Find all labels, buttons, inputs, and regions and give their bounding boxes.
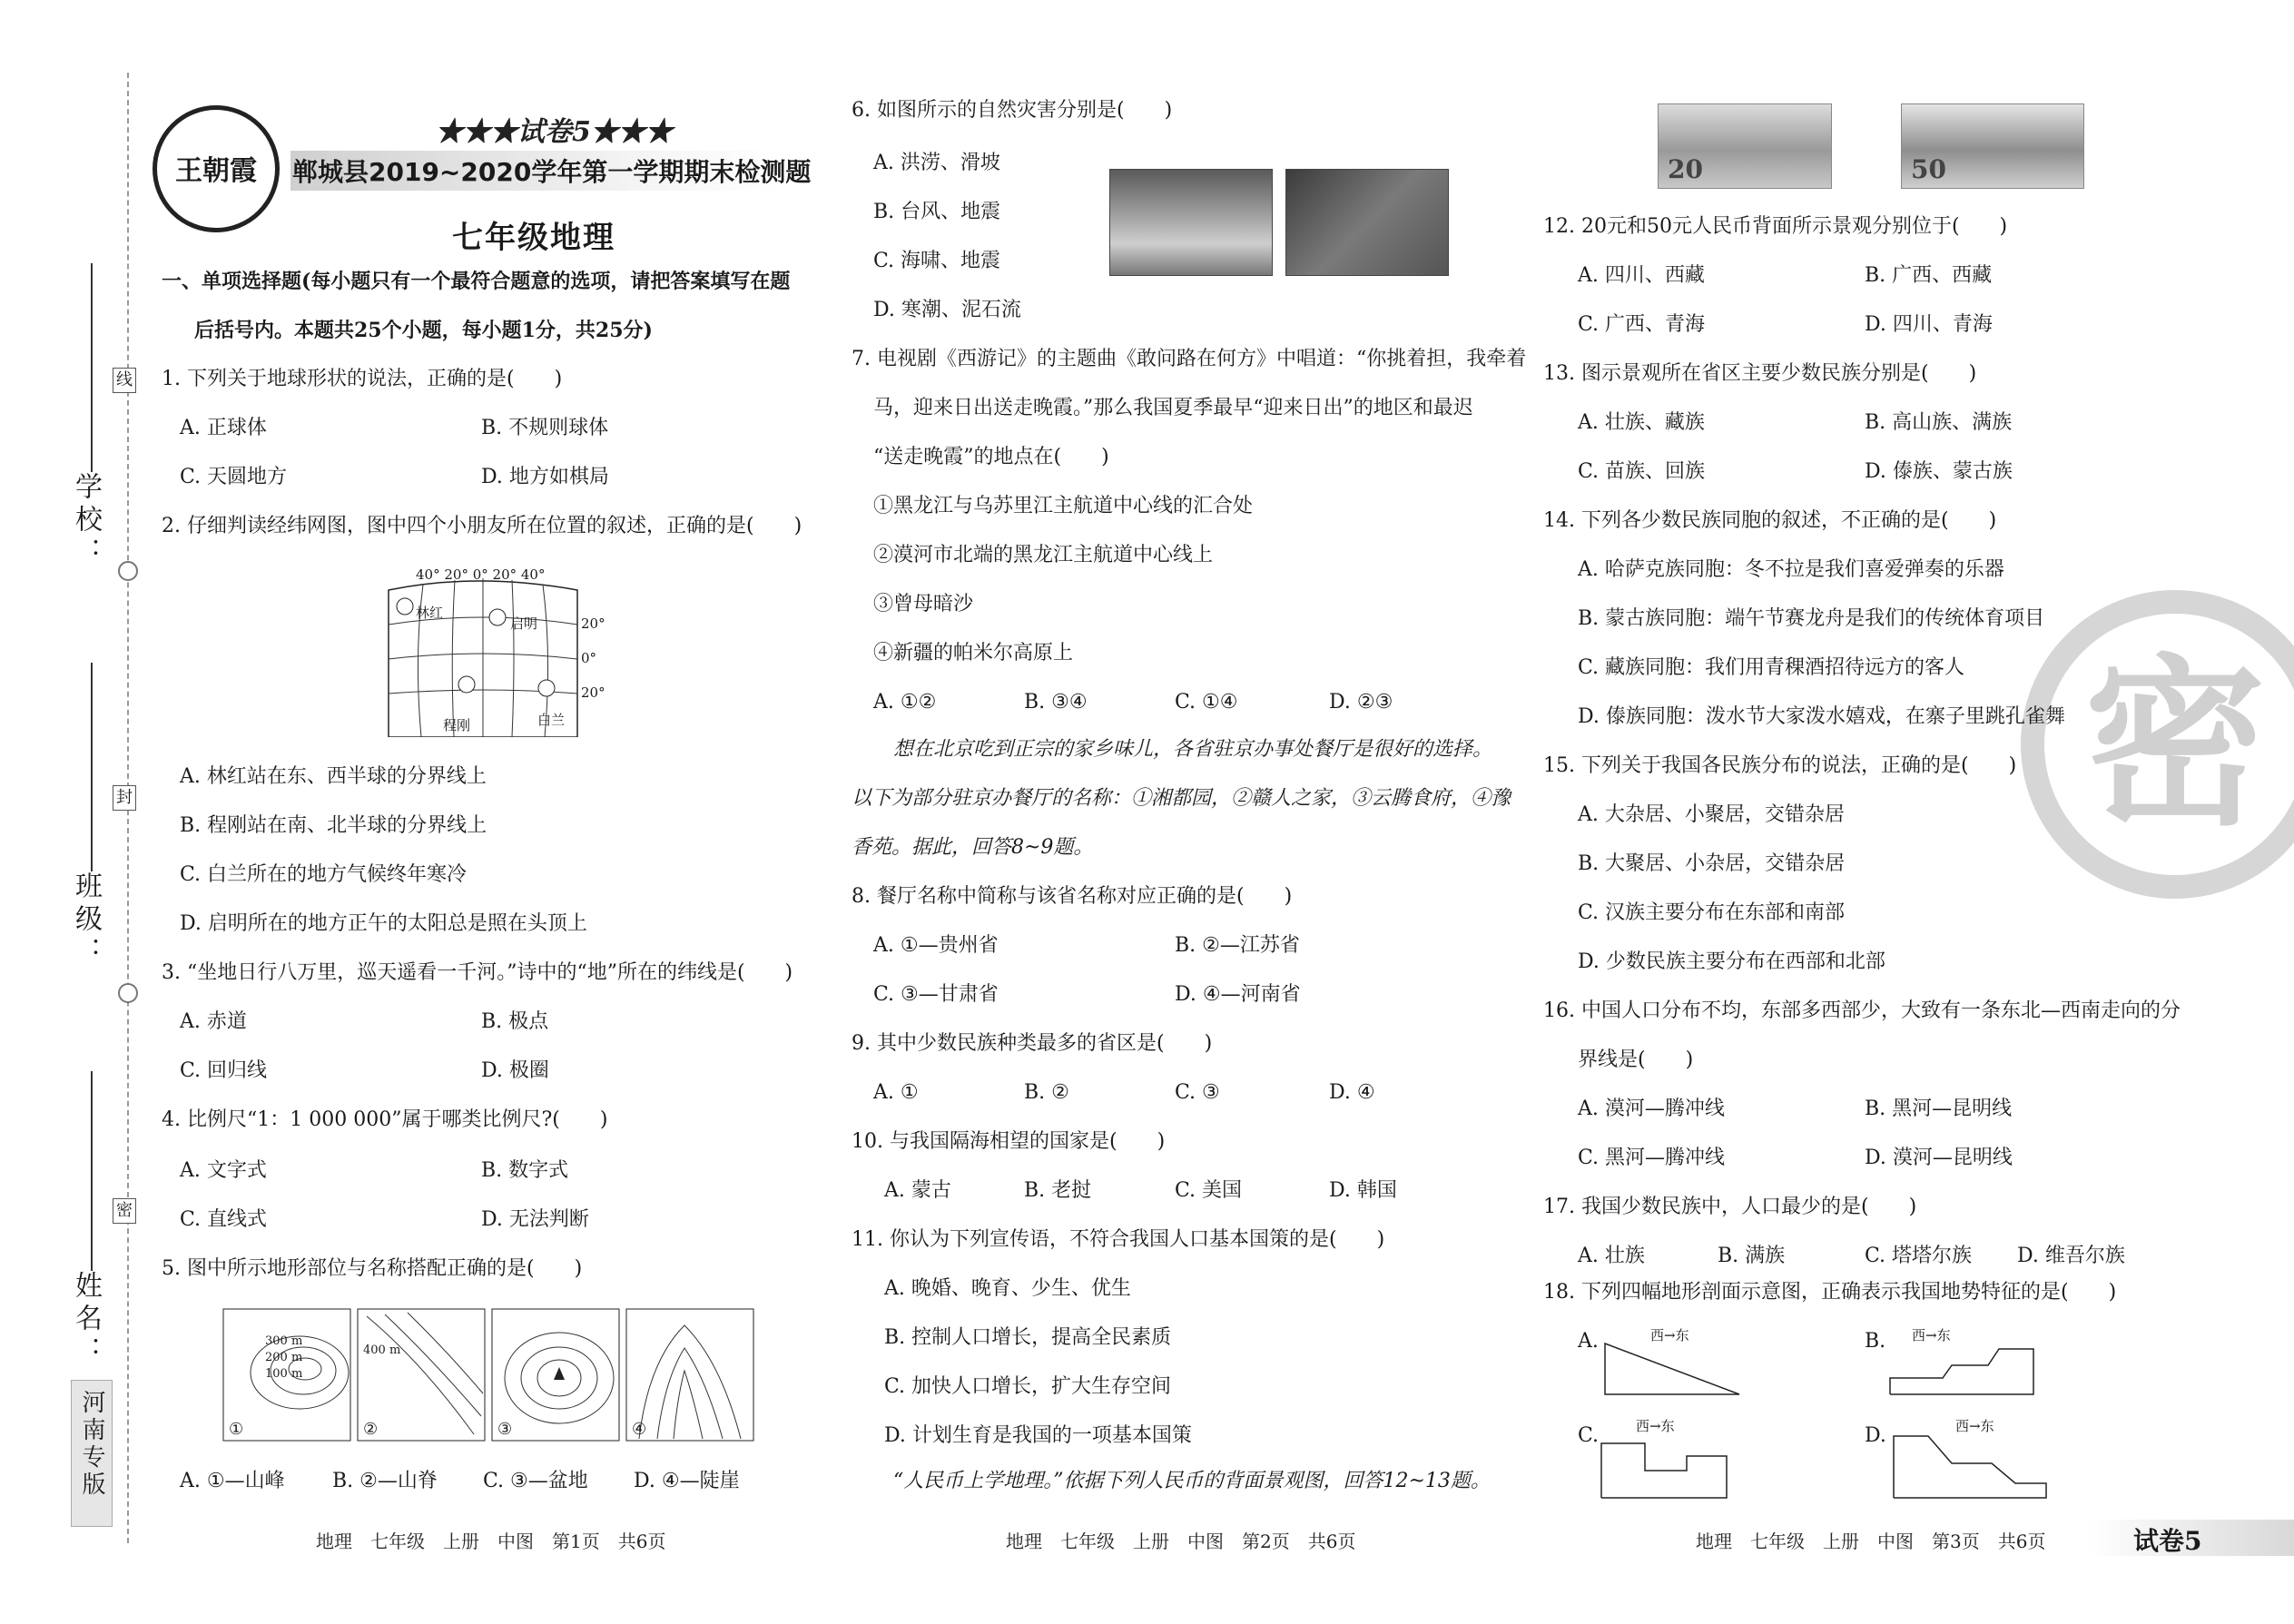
q8-option-d[interactable]: D. ④—河南省 (1175, 983, 1301, 1006)
q5-contour-maps (222, 1307, 766, 1443)
q18-profile-b (1888, 1325, 2043, 1396)
school-blank[interactable] (91, 263, 93, 472)
map-top-labels: 40° 20° 0° 20° 40° (416, 566, 546, 583)
q7-item-3: ③曾母暗沙 (873, 593, 974, 615)
q1-stem: 1. 下列关于地球形状的说法，正确的是( ) (162, 368, 563, 390)
q18-option-d[interactable]: D. (1865, 1424, 1886, 1447)
q7-stem-cont: 马，迎来日出送走晚霞。”那么我国夏季最早“迎来日出”的地区和最迟 (873, 397, 1473, 419)
q9-option-a[interactable]: A. ① (873, 1081, 919, 1104)
q15-option-d[interactable]: D. 少数民族主要分布在西部和北部 (1578, 950, 1885, 973)
region-badge-text: 河南专版 (78, 1390, 105, 1499)
q16-stem: 16. 中国人口分布不均，东部多西部少，大致有一条东北—西南走向的分 (1543, 999, 2181, 1022)
q2-option-c[interactable]: C. 白兰所在的地方气候终年寒冷 (180, 863, 468, 886)
q9-stem: 9. 其中少数民族种类最多的省区是( ) (852, 1032, 1213, 1055)
q11-option-b[interactable]: B. 控制人口增长，提高全民素质 (884, 1326, 1172, 1349)
page1-footer: 地理 七年级 上册 中图 第1页 共6页 (316, 1530, 666, 1552)
name-blank[interactable] (91, 1071, 93, 1271)
q7-stem: 7. 电视剧《西游记》的主题曲《敢问路在何方》中唱道：“你挑着担，我牵着 (852, 348, 1527, 370)
seal-line-char: 线 (113, 368, 136, 393)
q14-stem: 14. 下列各少数民族同胞的叙述，不正确的是( ) (1543, 509, 1997, 532)
q13-option-c[interactable]: C. 苗族、回族 (1578, 460, 1706, 483)
q18-option-b[interactable]: B. (1865, 1330, 1886, 1353)
paper-tag-corner-text: 试卷5 (2133, 1526, 2202, 1556)
kid-linhong: 林红 (416, 605, 444, 621)
q5-option-d[interactable]: D. ④—陡崖 (634, 1470, 740, 1492)
q13-option-a[interactable]: A. 壮族、藏族 (1578, 411, 1705, 434)
q8-option-b[interactable]: B. ②—江苏省 (1175, 934, 1300, 957)
q15-option-b[interactable]: B. 大聚居、小杂居，交错杂居 (1578, 852, 1846, 875)
exam-title: 郸城县2019~2020学年第一学期期末检测题 (292, 157, 812, 187)
profile-d-svg (1892, 1416, 2055, 1500)
q2-stem: 2. 仔细判读经纬网图，图中四个小朋友所在位置的叙述，正确的是( ) (162, 515, 802, 537)
q2-option-a[interactable]: A. 林红站在东、西半球的分界线上 (180, 765, 487, 788)
q4-option-d[interactable]: D. 无法判断 (481, 1208, 589, 1231)
binding-hole-icon (118, 561, 138, 581)
west-east-label: 西→东 (1912, 1327, 1951, 1343)
q10-option-d[interactable]: D. 韩国 (1329, 1179, 1397, 1202)
flood-photo (1109, 169, 1273, 276)
q4-option-a[interactable]: A. 文字式 (180, 1159, 267, 1182)
q17-option-a[interactable]: A. 壮族 (1578, 1245, 1645, 1267)
west-east-label: 西→东 (1955, 1418, 1994, 1434)
q18-option-c[interactable]: C. (1578, 1424, 1600, 1447)
contour-label-100: 100 m (265, 1367, 303, 1381)
q10-option-b[interactable]: B. 老挝 (1024, 1179, 1092, 1202)
q7-option-d[interactable]: D. ②③ (1329, 691, 1393, 714)
q4-stem: 4. 比例尺“1：1 000 000”属于哪类比例尺?( ) (162, 1108, 608, 1131)
q13-option-d[interactable]: D. 傣族、蒙古族 (1865, 460, 2013, 483)
section1-title: 一、单项选择题(每小题只有一个最符合题意的选项，请把答案填写在题 (162, 270, 791, 293)
banknote-20-value: 20 (1668, 154, 1703, 184)
page2-footer: 地理 七年级 上册 中图 第2页 共6页 (1006, 1530, 1356, 1552)
q16-option-b[interactable]: B. 黑河—昆明线 (1865, 1097, 2013, 1120)
q1-option-a[interactable]: A. 正球体 (180, 417, 267, 439)
q3-option-d[interactable]: D. 极圈 (481, 1059, 549, 1082)
seal-seal-char: 封 (113, 785, 136, 811)
q9-option-c[interactable]: C. ③ (1175, 1081, 1220, 1104)
q16-option-a[interactable]: A. 漠河—腾冲线 (1578, 1097, 1725, 1120)
q11-stem: 11. 你认为下列宣传语，不符合我国人口基本国策的是( ) (852, 1228, 1385, 1251)
banknote-20 (1658, 103, 1832, 189)
q18-profile-c (1600, 1416, 1754, 1500)
q11-option-a[interactable]: A. 晚婚、晚育、少生、优生 (884, 1277, 1131, 1300)
contour-label-400: 400 m (363, 1343, 401, 1357)
q4-option-b[interactable]: B. 数字式 (481, 1159, 569, 1182)
q1-option-b[interactable]: B. 不规则球体 (481, 417, 609, 439)
kid-qiming: 启明 (510, 615, 538, 632)
subject-title: 七年级地理 (452, 220, 615, 256)
q2-grid-map (387, 565, 605, 737)
q6-option-d[interactable]: D. 寒潮、泥石流 (873, 299, 1021, 321)
q11-option-c[interactable]: C. 加快人口增长，扩大生存空间 (884, 1375, 1172, 1398)
kid-chenggang: 程刚 (443, 717, 471, 733)
q16-option-d[interactable]: D. 漠河—昆明线 (1865, 1147, 2013, 1169)
q3-option-b[interactable]: B. 极点 (481, 1010, 549, 1033)
section1-title-cont: 后括号内。本题共25个小题，每小题1分，共25分) (194, 319, 653, 342)
seal-secret-char: 密 (113, 1198, 136, 1224)
q6-option-a[interactable]: A. 洪涝、滑坡 (873, 152, 1000, 174)
q16-option-c[interactable]: C. 黑河—腾冲线 (1578, 1147, 1726, 1169)
binding-hole-icon (118, 983, 138, 1003)
q12-stem: 12. 20元和50元人民币背面所示景观分别位于( ) (1543, 215, 2008, 238)
q7-option-a[interactable]: A. ①② (873, 691, 937, 714)
q7-item-4: ④新疆的帕米尔高原上 (873, 642, 1074, 664)
landslide-photo (1285, 169, 1449, 276)
profile-a-svg (1603, 1325, 1748, 1396)
contour-label-200: 200 m (265, 1351, 303, 1364)
intro-8-9-end: 香苑。据此，回答8~9题。 (852, 836, 1094, 859)
q9-option-b[interactable]: B. ② (1024, 1081, 1069, 1104)
q8-option-c[interactable]: C. ③—甘肃省 (873, 983, 999, 1006)
profile-b-svg (1888, 1325, 2043, 1396)
q13-option-b[interactable]: B. 高山族、满族 (1865, 411, 2013, 434)
q10-option-c[interactable]: C. 美国 (1175, 1179, 1243, 1202)
q14-option-a[interactable]: A. 哈萨克族同胞：冬不拉是我们喜爱弹奏的乐器 (1578, 558, 2004, 581)
contour-map-2-num: ② (363, 1420, 379, 1439)
q9-option-d[interactable]: D. ④ (1329, 1081, 1375, 1104)
q15-option-c[interactable]: C. 汉族主要分布在东部和南部 (1578, 901, 1846, 924)
school-label: 学校： (70, 472, 102, 570)
intro-8-9-cont: 以下为部分驻京办餐厅的名称：①湘都园，②赣人之家，③云腾食府，④豫 (852, 787, 1511, 810)
q15-stem: 15. 下列关于我国各民族分布的说法，正确的是( ) (1543, 754, 2017, 777)
q12-option-c[interactable]: C. 广西、青海 (1578, 313, 1706, 336)
lat-20n-label: 20° (581, 615, 605, 632)
q5-stem: 5. 图中所示地形部位与名称搭配正确的是( ) (162, 1257, 583, 1280)
q17-option-b[interactable]: B. 满族 (1718, 1245, 1786, 1267)
q14-option-d[interactable]: D. 傣族同胞：泼水节大家泼水嬉戏，在寨子里跳孔雀舞 (1578, 705, 2065, 728)
q13-stem: 13. 图示景观所在省区主要少数民族分别是( ) (1543, 362, 1977, 385)
banknote-50 (1901, 103, 2084, 189)
q18-option-a[interactable]: A. (1578, 1330, 1599, 1353)
secret-watermark (2021, 590, 2294, 899)
q7-option-b[interactable]: B. ③④ (1024, 691, 1088, 714)
q2-option-d[interactable]: D. 启明所在的地方正午的太阳总是照在头顶上 (180, 912, 587, 935)
name-label: 姓名： (70, 1271, 102, 1369)
q14-option-c[interactable]: C. 藏族同胞：我们用青稞酒招待远方的客人 (1578, 656, 1965, 679)
contour-svg (222, 1307, 766, 1443)
q16-stem-cont: 界线是( ) (1578, 1048, 1694, 1071)
q2-option-b[interactable]: B. 程刚站在南、北半球的分界线上 (180, 814, 487, 837)
kid-bailan: 白兰 (537, 712, 566, 728)
q17-option-d[interactable]: D. 维吾尔族 (2017, 1245, 2125, 1267)
class-label: 班级： (70, 871, 102, 969)
q12-option-a[interactable]: A. 四川、西藏 (1578, 264, 1705, 287)
banknote-50-value: 50 (1911, 154, 1946, 184)
paper-tag: ★★★试卷5★★★ (436, 116, 673, 148)
q1-option-c[interactable]: C. 天圆地方 (180, 466, 288, 488)
q10-stem: 10. 与我国隔海相望的国家是( ) (852, 1130, 1166, 1153)
q14-option-b[interactable]: B. 蒙古族同胞：端午节赛龙舟是我们的传统体育项目 (1578, 607, 2045, 630)
west-east-label: 西→东 (1650, 1327, 1689, 1343)
q5-option-a[interactable]: A. ①—山峰 (180, 1470, 285, 1492)
contour-label-300: 300 m (265, 1334, 303, 1348)
west-east-label: 西→东 (1636, 1418, 1675, 1434)
contour-map-3-num: ③ (497, 1420, 513, 1439)
q5-option-c[interactable]: C. ③—盆地 (483, 1470, 588, 1492)
q6-option-c[interactable]: C. 海啸、地震 (873, 250, 1001, 272)
q15-option-a[interactable]: A. 大杂居、小聚居，交错杂居 (1578, 803, 1845, 826)
paper-tag-corner (2088, 1520, 2294, 1556)
q7-stem-end: “送走晚霞”的地点在( ) (873, 446, 1109, 468)
q4-option-c[interactable]: C. 直线式 (180, 1208, 268, 1231)
q8-option-a[interactable]: A. ①—贵州省 (873, 934, 999, 957)
contour-map-1-num: ① (229, 1420, 244, 1439)
lat-20s-label: 20° (581, 684, 605, 701)
q8-stem: 8. 餐厅名称中简称与该省名称对应正确的是( ) (852, 885, 1293, 908)
class-blank[interactable] (91, 663, 93, 871)
q12-option-b[interactable]: B. 广西、西藏 (1865, 264, 1993, 287)
brand-logo-text: 王朝霞 (175, 155, 257, 187)
region-badge (71, 1380, 113, 1527)
q7-option-c[interactable]: C. ①④ (1175, 691, 1238, 714)
profile-c-svg (1600, 1416, 1754, 1500)
q5-option-b[interactable]: B. ②—山脊 (332, 1470, 438, 1492)
q6-option-b[interactable]: B. 台风、地震 (873, 201, 1001, 223)
q7-item-1: ①黑龙江与乌苏里江主航道中心线的汇合处 (873, 495, 1254, 517)
q6-stem: 6. 如图所示的自然灾害分别是( ) (852, 99, 1173, 122)
q12-option-d[interactable]: D. 四川、青海 (1865, 313, 1993, 336)
brand-logo (153, 105, 280, 232)
q3-option-a[interactable]: A. 赤道 (180, 1010, 247, 1033)
q11-option-d[interactable]: D. 计划生育是我国的一项基本国策 (884, 1424, 1192, 1447)
contour-map-4-num: ④ (632, 1420, 647, 1439)
q18-stem: 18. 下列四幅地形剖面示意图，正确表示我国地势特征的是( ) (1543, 1281, 2117, 1304)
q3-stem: 3. “坐地日行八万里，巡天遥看一千河。”诗中的“地”所在的纬线是( ) (162, 961, 793, 984)
secret-watermark-char: 密 (2083, 637, 2266, 851)
q17-option-c[interactable]: C. 塔塔尔族 (1865, 1245, 1973, 1267)
q17-stem: 17. 我国少数民族中，人口最少的是( ) (1543, 1196, 1917, 1218)
intro-8-9: 想在北京吃到正宗的家乡味儿，各省驻京办事处餐厅是很好的选择。 (893, 738, 1493, 761)
q18-profile-d (1892, 1416, 2055, 1500)
lat-0-label: 0° (581, 650, 597, 666)
intro-12-13: “人民币上学地理。”依据下列人民币的背面景观图，回答12~13题。 (893, 1470, 1491, 1492)
q3-option-c[interactable]: C. 回归线 (180, 1059, 268, 1082)
q7-item-2: ②漠河市北端的黑龙江主航道中心线上 (873, 544, 1214, 566)
q10-option-a[interactable]: A. 蒙古 (884, 1179, 951, 1202)
q1-option-d[interactable]: D. 地方如棋局 (481, 466, 609, 488)
q18-profile-a (1603, 1325, 1748, 1396)
page3-footer: 地理 七年级 上册 中图 第3页 共6页 (1696, 1530, 2046, 1552)
